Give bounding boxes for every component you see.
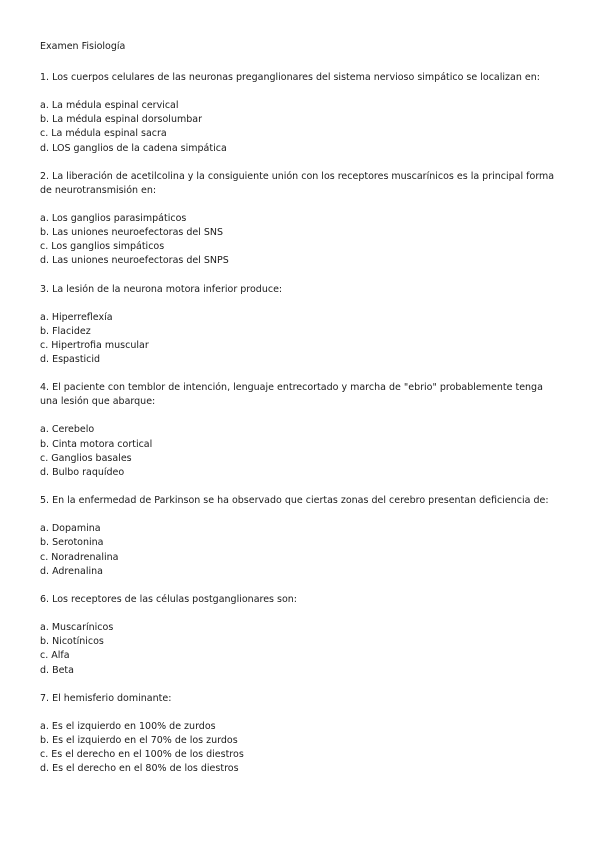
answer-option: d. Beta [40,664,74,676]
answer-option: c. Alfa [40,650,70,662]
answer-option: b. La médula espinal dorsolumbar [40,114,202,126]
answer-option: b. Flacidez [40,325,91,337]
answer-option: a. Dopamina [40,523,101,535]
answer-option: b. Nicotínicos [40,636,104,648]
question-4 [40,381,560,480]
answer-option: c. Noradrenalina [40,551,119,563]
question-text: 5. En la enfermedad de Parkinson se ha observado que ciertas zonas del cerebro presentan deficiencia de: [40,495,549,507]
answer-option: d. Adrenalina [40,565,103,577]
question-7 [40,692,560,777]
answer-option: b. Serotonina [40,537,104,549]
answer-option: d. LOS ganglios de la cadena simpática [40,142,227,154]
answer-option: c. Los ganglios simpáticos [40,241,165,253]
question-list [40,71,560,777]
question-2 [40,170,560,269]
question-5 [40,494,560,579]
question-text: 7. El hemisferio dominante: [40,692,172,704]
question-text: 1. Los cuerpos celulares de las neuronas preganglionares del sistema nervioso simpático se localizan en: [40,72,540,83]
answer-option: b. Es el izquierdo en el 70% de los zurdos [40,735,238,747]
exam-title: Examen Fisiología [40,41,126,52]
question-text: 3. La lesión de la neurona motora inferior produce: [40,283,283,295]
question-3 [40,283,560,368]
answer-option: d. Las uniones neuroefectoras del SNPS [40,255,229,267]
answer-option: a. Es el izquierdo en 100% de zurdos [40,720,216,732]
question-text: 2. La liberación de acetilcolina y la consiguiente unión con los receptores muscarínicos es la principal forma de neurotransmisión en: [40,170,555,196]
answer-option: d. Es el derecho en el 80% de los diestros [40,763,239,775]
answer-option: c. Es el derecho en el 100% de los diestros [40,749,244,761]
answer-option: c. Ganglios basales [40,452,132,464]
question-6 [40,593,560,678]
answer-option: c. La médula espinal sacra [40,128,167,140]
answer-option: a. La médula espinal cervical [40,100,179,111]
exam-page [40,40,560,791]
answer-option: b. Las uniones neuroefectoras del SNS [40,227,224,239]
question-1 [40,71,560,156]
answer-option: a. Muscarínicos [40,622,114,634]
answer-option: c. Hipertrofia muscular [40,340,149,352]
answer-option: d. Bulbo raquídeo [40,467,125,479]
answer-option: a. Hiperreflexía [40,311,113,323]
answer-option: a. Los ganglios parasimpáticos [40,212,187,224]
question-text: 4. El paciente con temblor de intención, lenguaje entrecortado y marcha de "ebrio" probablemente tenga una lesión que abarque: [40,382,543,408]
answer-option: d. Espasticid [40,354,101,366]
answer-option: b. Cinta motora cortical [40,438,153,450]
question-text: 6. Los receptores de las células postganglionares son: [40,594,298,606]
answer-option: a. Cerebelo [40,424,95,436]
